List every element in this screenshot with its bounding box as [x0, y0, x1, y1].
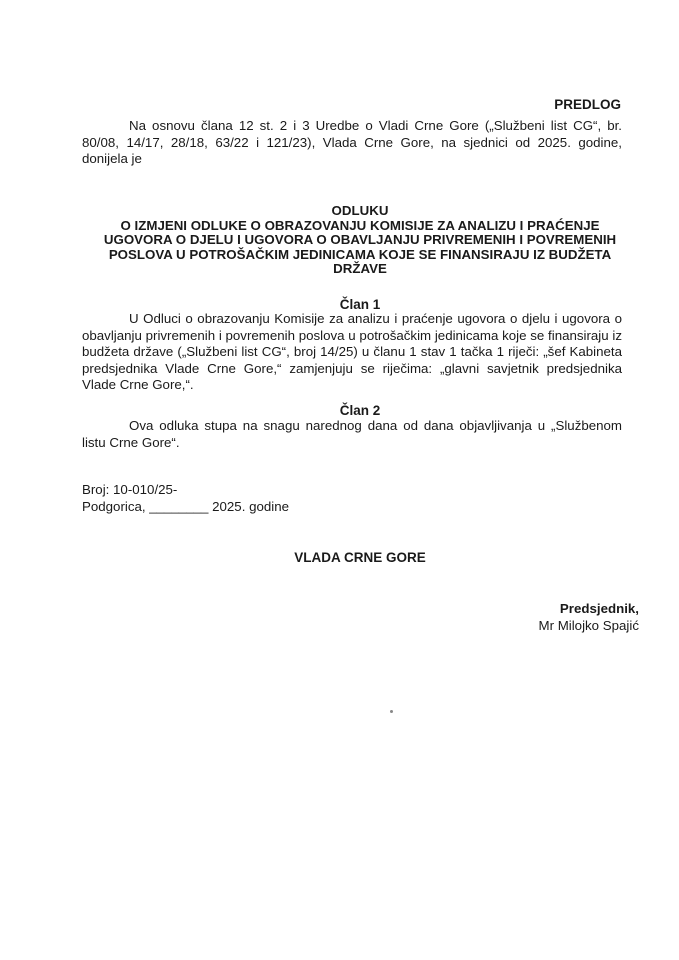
title-line: O IZMJENI ODLUKE O OBRAZOVANJU KOMISIJE ZA ANALIZU I PRAĆENJE — [120, 217, 600, 233]
article-1-heading: Član 1 — [339, 297, 381, 312]
signatory-role: Predsjednik, — [559, 601, 639, 616]
document-meta — [82, 481, 289, 515]
issuer: VLADA CRNE GORE — [294, 550, 426, 565]
title-line: UGOVORA O DJELU I UGOVORA O OBAVLJANJU PRIVREMENIH I POVREMENIH — [103, 232, 617, 247]
proposal-stamp: PREDLOG — [554, 97, 621, 112]
intro-paragraph: Na osnovu člana 12 st. 2 i 3 Uredbe o Vladi Crne Gore („Službeni list CG“, br. 80/08, 14/17, 28/18, 63/22 i 121/23), Vlada Crne Gore, na sjednici od 2025. godine, donijela je — [82, 118, 622, 166]
article-1-text: U Odluci o obrazovanju Komisije za analizu i praćenje ugovora o djelu i ugovora o obavljanju privremenih i povremenih poslova u potrošačkim jedinicama koje se finansiraju iz budžeta države („Službeni list CG“, broj 14/25) u članu 1 stav 1 tačka 1 riječi: „šef Kabineta predsjednika Vlade Crne Gore,“ zamjenjuju se riječima: „glavni savjetnik predsjednika Vlade Crne Gore,“. — [82, 311, 622, 392]
article-2-text: Ova odluka stupa na snagu narednog dana od dana objavljivanja u „Službenom listu Crne Gore“. — [82, 418, 622, 450]
signatory-name: Mr Milojko Spajić — [538, 618, 639, 633]
signature-block — [539, 600, 640, 634]
title-line: POSLOVA U POTROŠAČKIM JEDINICAMA KOJE SE FINANSIRAJU IZ BUDŽETA — [108, 246, 612, 262]
title-line: ODLUKU — [331, 203, 389, 218]
place-date: Podgorica, ________ 2025. godine — [82, 499, 290, 514]
scan-speck — [390, 710, 393, 713]
decision-title — [60, 204, 660, 277]
article-2-heading: Član 2 — [339, 403, 381, 418]
document-number: Broj: 10-010/25- — [82, 482, 178, 497]
title-line: DRŽAVE — [333, 261, 387, 276]
